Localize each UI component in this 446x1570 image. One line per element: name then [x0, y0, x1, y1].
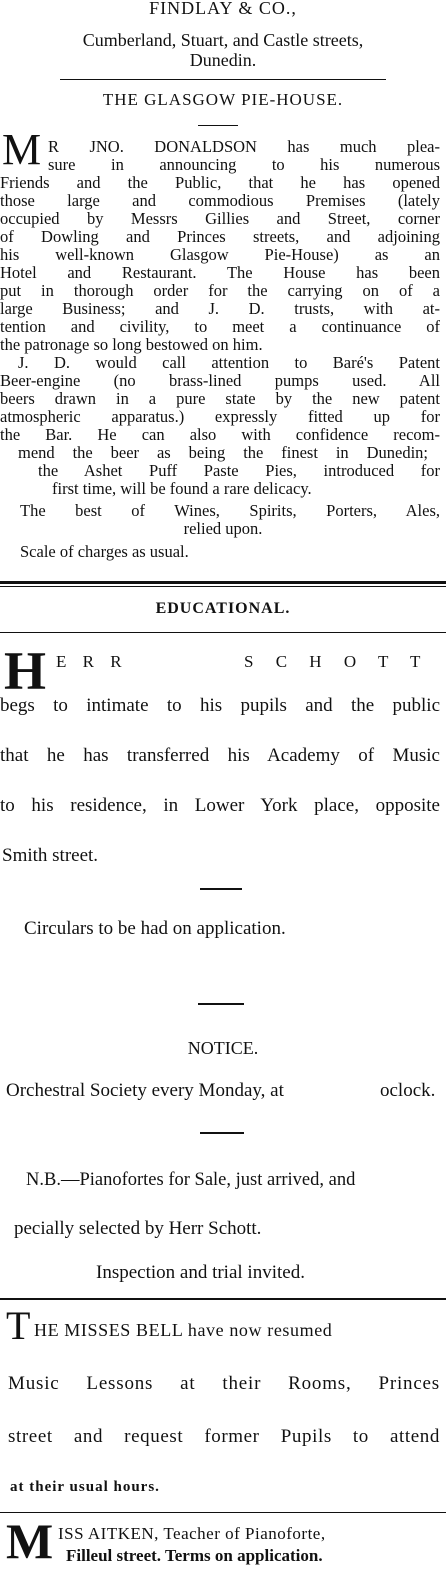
bell-dropcap: T	[6, 1303, 31, 1348]
glasgow-line: tention and civility, to meet a continuance of	[0, 317, 440, 336]
aitken-dropcap: M	[6, 1513, 54, 1569]
schott-name: S C H O T T	[244, 652, 430, 671]
glasgow-line: his well-known Glasgow Pie-House) as an	[0, 245, 440, 264]
herr-rest: E R R	[56, 652, 128, 671]
divider	[0, 632, 446, 633]
findlay-address-1: Cumberland, Stuart, and Castle streets,	[82, 30, 364, 50]
schott-line: begs to intimate to his pupils and the public	[0, 695, 440, 716]
schott-line: to his residence, in Lower York place, opposite	[0, 795, 440, 816]
section-rule-thin	[0, 586, 446, 587]
findlay-name: FINDLAY & CO.,	[149, 0, 297, 18]
notice-time: oclock.	[380, 1080, 436, 1101]
glasgow-line: Friends and the Public, that he has opened	[0, 173, 440, 192]
glasgow-line: The best of Wines, Spirits, Porters, Ales,	[20, 501, 440, 520]
glasgow-line: of Dowling and Princes streets, and adjoining	[0, 227, 440, 246]
glasgow-line: the Ashet Puff Paste Pies, introduced for	[38, 461, 440, 480]
glasgow-line: atmospheric apparatus.) expressly fitted up for	[0, 407, 440, 426]
nb-line-2: pecially selected by Herr Schott.	[14, 1218, 262, 1239]
glasgow-line: Beer-engine (no brass-lined pumps used. All	[0, 371, 440, 390]
glasgow-line: sure in announcing to his numerous	[48, 155, 440, 174]
glasgow-line: put in thorough order for the carrying on of a	[0, 281, 440, 300]
glasgow-line: the patronage so long bestowed on him.	[0, 335, 263, 354]
glasgow-dropcap: M	[2, 125, 42, 174]
glasgow-line: occupied by Messrs Gillies and Street, corner	[0, 209, 440, 228]
schott-line: that he has transferred his Academy of Music	[0, 745, 440, 766]
findlay-address-2: Dunedin.	[189, 50, 257, 70]
circulars-text: Circulars to be had on application.	[24, 918, 286, 939]
section-dash	[200, 888, 242, 890]
glasgow-line: first time, will be found a rare delicacy.	[52, 479, 312, 498]
heading-dash	[198, 125, 238, 126]
glasgow-line: J. D. would call attention to Baré's Patent	[18, 353, 440, 372]
bell-line: street and request former Pupils to attend	[8, 1426, 440, 1447]
notice-line: Orchestral Society every Monday, at	[6, 1080, 284, 1101]
glasgow-line: Scale of charges as usual.	[20, 542, 189, 561]
glasgow-line: mend the beer as being the finest in Dunedin;	[18, 443, 428, 462]
bell-line: Music Lessons at their Rooms, Princes	[8, 1373, 440, 1394]
section-dash	[198, 1003, 244, 1005]
aitken-line-1: ISS AITKEN, Teacher of Pianoforte,	[58, 1524, 326, 1543]
glasgow-line: large Business; and J. D. trusts, with at-	[0, 299, 440, 318]
bell-first-line: HE MISSES BELL have now resumed	[34, 1320, 333, 1340]
glasgow-line: the Bar. He can also with confidence recom-	[0, 425, 440, 444]
glasgow-heading: THE GLASGOW PIE-HOUSE.	[102, 90, 344, 109]
glasgow-line: relied upon.	[183, 519, 263, 538]
educational-heading: EDUCATIONAL.	[155, 600, 291, 617]
herr-dropcap: H	[4, 641, 47, 701]
divider	[0, 1298, 446, 1300]
notice-heading: NOTICE.	[187, 1038, 259, 1058]
nb-line-1: N.B.—Pianofortes for Sale, just arrived, and	[26, 1170, 356, 1190]
aitken-line-2: Filleul street. Terms on application.	[66, 1546, 323, 1565]
bell-line: at their usual hours.	[10, 1479, 160, 1495]
inspection-line: Inspection and trial invited.	[96, 1262, 305, 1283]
glasgow-line: beers drawn in a pure state by the new patent	[0, 389, 440, 408]
divider	[60, 79, 386, 80]
glasgow-line: Hotel and Restaurant. The House has been	[0, 263, 440, 282]
schott-line: Smith street.	[2, 845, 99, 866]
divider	[0, 1512, 446, 1513]
glasgow-line: R JNO. DONALDSON has much plea-	[48, 137, 440, 156]
glasgow-line: those large and commodious Premises (lately	[0, 191, 440, 210]
section-dash	[200, 1132, 244, 1134]
section-rule-thick	[0, 581, 446, 584]
